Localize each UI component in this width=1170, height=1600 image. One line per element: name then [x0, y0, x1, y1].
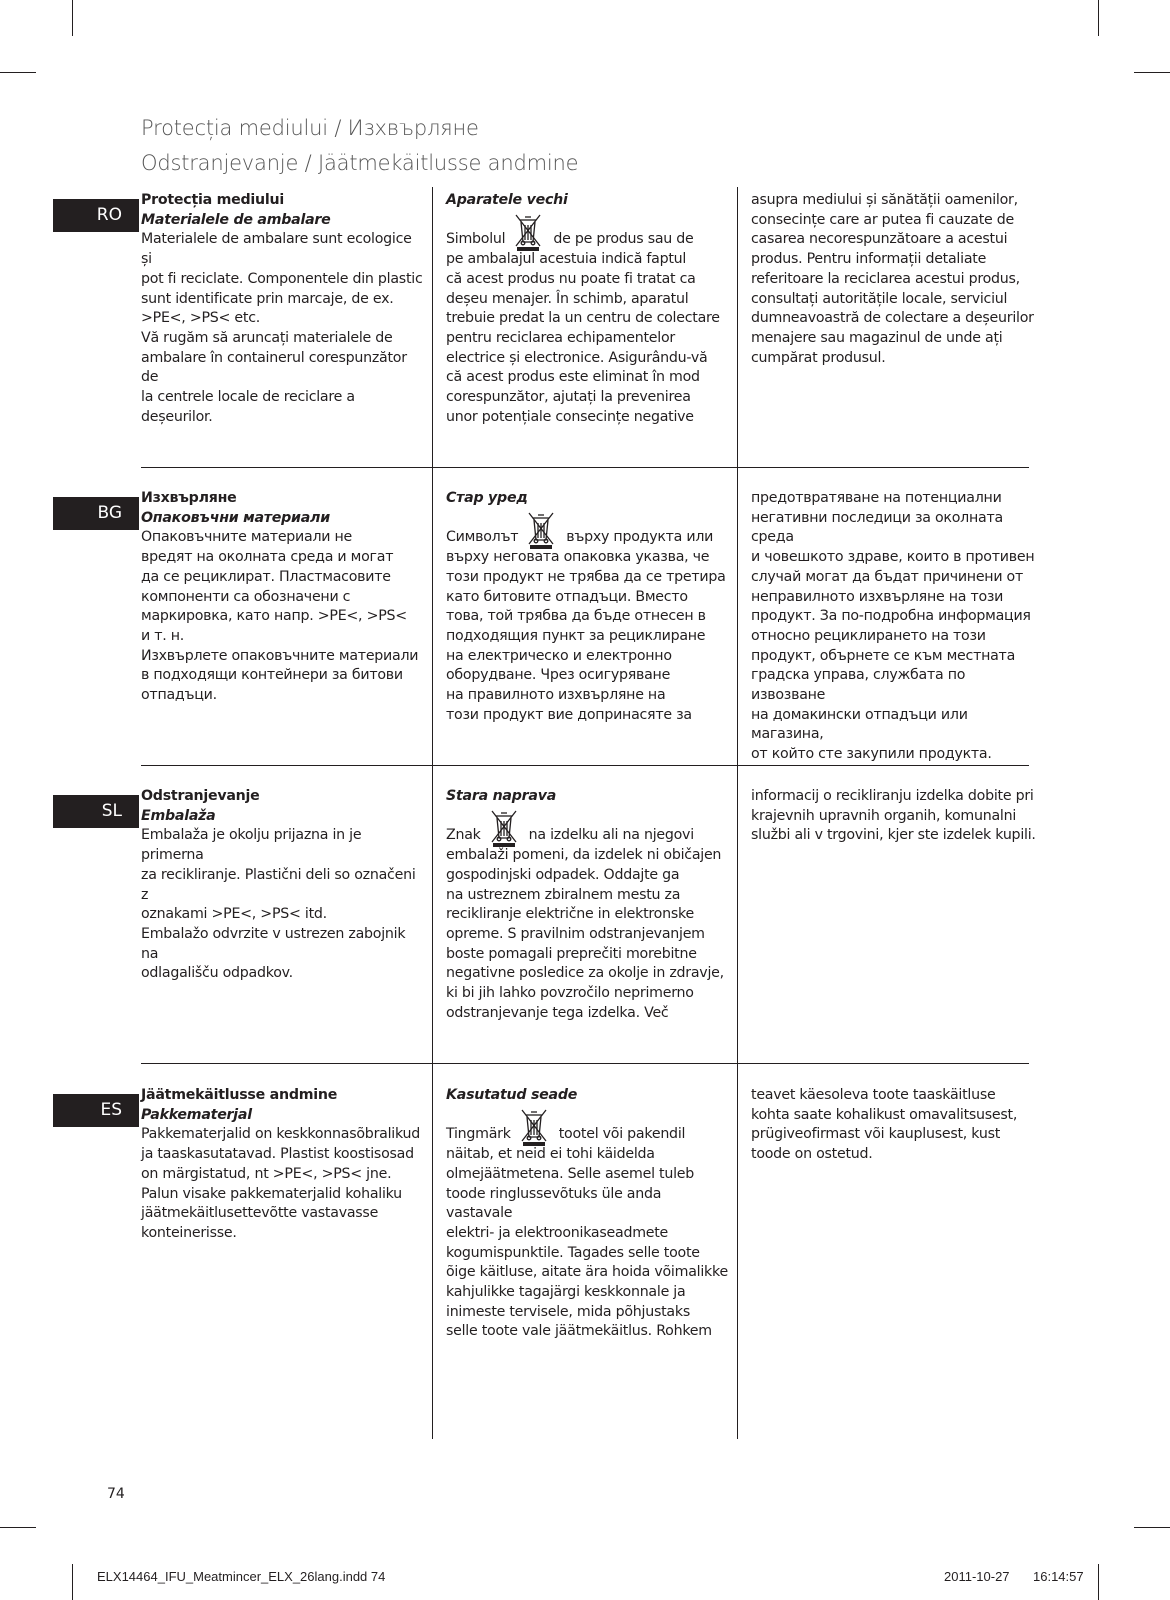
recycling-info-column [751, 1086, 1036, 1165]
text-line: krajevnih upravnih organih, komunalni [751, 807, 1017, 824]
crop-mark [72, 0, 73, 36]
text-line: unor potențiale consecințe negative [446, 408, 694, 425]
old-appliance-column [446, 787, 731, 1023]
text-line: на електрическо и електронно [446, 647, 672, 664]
text-line: >PE<, >PS< etc. [141, 310, 261, 327]
crop-mark [1134, 1527, 1170, 1528]
text-line: prügiveofirmast või kauplusest, kust [751, 1126, 1001, 1143]
text-line: градска управа, службата по извозване [751, 667, 966, 704]
section-divider [141, 765, 1029, 766]
text-line: pot fi reciclate. Componentele din plastic [141, 270, 423, 287]
text-line: toode on ostetud. [751, 1146, 873, 1163]
text-line: la centrele locale de reciclare a deșeurilor. [141, 389, 355, 425]
text-line: trebuie predat la un centru de colectare [446, 310, 720, 327]
column-divider [737, 768, 738, 1065]
packaging-column [141, 787, 426, 984]
recycling-info-column [751, 489, 1036, 765]
recycling-info-column [751, 191, 1036, 368]
section-title: Protecția mediului [141, 192, 284, 208]
section-title: Jäätmekäitlusse andmine [141, 1087, 338, 1103]
text-line: от който сте закупили продукта. [751, 746, 992, 763]
crossed-out-wheelie-bin-icon [517, 1106, 551, 1146]
crossed-out-wheelie-bin-icon [487, 807, 521, 847]
symbol-sentence [446, 509, 731, 548]
text-line: asupra mediului și sănătății oamenilor, [751, 192, 1018, 208]
section-title: Изхвърляне [141, 490, 237, 506]
text-line: негативни последици за околната среда [751, 509, 1003, 546]
section-subtitle: Опаковъчни материали [141, 509, 330, 526]
crop-mark [1098, 1564, 1099, 1600]
column-divider [737, 1065, 738, 1439]
footer-time: 16:14:57 [1033, 1569, 1084, 1584]
text-line: na ustreznem zbiralnem mestu za [446, 886, 681, 903]
language-badge: BG [53, 497, 139, 530]
section-divider [141, 1063, 1029, 1064]
packaging-column [141, 1086, 426, 1244]
crop-mark [0, 1527, 36, 1528]
text-line: referitoare la reciclarea acestui produs, [751, 270, 1020, 287]
page-title-line-2: Odstranjevanje / Jäätmekäitlusse andmine [141, 151, 579, 175]
section-title: Odstranjevanje [141, 788, 260, 804]
text-line: că acest produs este eliminat în mod [446, 369, 700, 386]
text-line: gospodinjski odpadek. Oddajte ga [446, 866, 680, 883]
text-line: opreme. S pravilnim odstranjevanjem [446, 925, 705, 942]
text-line: odstranjevanje tega izdelka. Več [446, 1004, 669, 1021]
text-line: компоненти са обозначени с [141, 588, 351, 605]
text-line: jäätmekäitlusettevõtte vastavasse [141, 1205, 379, 1222]
text-line: това, той трябва да бъде отнесен в [446, 608, 706, 625]
text-line: ja taaskasutatavad. Plastist koostisosad [141, 1146, 414, 1163]
text-line: electrice și electronice. Asigurându-vă [446, 349, 708, 366]
text-line: teavet käesoleva toote taaskäitluse [751, 1087, 996, 1103]
text-line: Pakkematerjalid on keskkonnasõbralikud [141, 1126, 420, 1143]
text-line: да се рециклират. Пластмасовите [141, 568, 391, 585]
text-line: Embalažo odvrzite v ustrezen zabojnik na [141, 925, 406, 962]
text-line: продукт, обърнете се към местната [751, 647, 1016, 664]
symbol-word: Simbolul [446, 231, 506, 248]
text-line: този продукт вие допринасяте за [446, 706, 692, 723]
text-line: и човешкото здраве, които в противен [751, 549, 1035, 566]
text-line: casarea necorespunzătoare a acestui [751, 231, 1008, 248]
old-appliance-column [446, 489, 731, 725]
text-line: sunt identificate prin marcaje, de ex. [141, 290, 394, 307]
column-divider [432, 187, 433, 1439]
text-line: този продукт не трябва да се третира [446, 568, 726, 585]
packaging-column [141, 489, 426, 706]
text-line: подходящия пункт за рециклиране [446, 627, 706, 644]
text-line: cumpărat produsul. [751, 349, 886, 366]
text-line: consecințe care ar putea fi cauzate de [751, 211, 1015, 228]
crossed-out-wheelie-bin-icon [511, 211, 545, 251]
old-appliance-column [446, 191, 731, 427]
text-line: oznakami >PE<, >PS< itd. [141, 906, 327, 923]
text-line: negativne posledice za okolje in zdravje, [446, 965, 724, 982]
text-line: предотвратяване на потенциални [751, 490, 1002, 506]
language-badge: SL [53, 795, 139, 828]
text-line: službi ali v trgovini, kjer ste izdelek kupili. [751, 827, 1036, 844]
symbol-word: Tingmärk [446, 1126, 511, 1143]
text-line: dumneavoastră de colectare a deșeurilor [751, 310, 1034, 327]
page-title-line-1: Protecția mediului / Изхвърляне [141, 116, 479, 140]
text-line: ambalare în containerul corespunzător de [141, 349, 407, 386]
text-line: Palun visake pakkematerjalid kohaliku [141, 1185, 402, 1202]
text-line: Изхвърлете опаковъчните материали [141, 647, 419, 664]
text-line: odlagališču odpadkov. [141, 965, 293, 982]
text-line: отпадъци. [141, 687, 217, 704]
crossed-out-wheelie-bin-icon [524, 509, 558, 549]
text-line: върху неговата опаковка указва, че [446, 549, 710, 566]
crop-mark [0, 72, 36, 73]
text-line: recikliranje električne in elektronske [446, 906, 694, 923]
symbol-sentence-rest: na izdelku ali na njegovi [528, 827, 694, 844]
recycling-info-column [751, 787, 1036, 846]
text-line: selle toote vale jäätmekäitlus. Rohkem [446, 1323, 712, 1340]
text-line: маркировка, като напр. >PE<, >PS< [141, 608, 407, 625]
text-line: Vă rugăm să aruncați materialele de [141, 329, 393, 346]
text-line: pentru reciclarea echipamentelor [446, 329, 675, 346]
text-line: konteinerisse. [141, 1224, 237, 1241]
symbol-sentence-rest: върху продукта или [566, 529, 714, 546]
text-line: kogumispunktile. Tagades selle toote [446, 1244, 700, 1261]
section-subtitle: Pakkematerjal [141, 1106, 252, 1123]
text-line: като битовите отпадъци. Вместо [446, 588, 688, 605]
symbol-sentence-rest: de pe produs sau de [553, 231, 694, 248]
old-appliance-heading: Aparatele vechi [446, 192, 568, 208]
text-line: embalaži pomeni, da izdelek ni običajen [446, 847, 722, 864]
symbol-sentence [446, 1106, 731, 1145]
section-divider [141, 467, 1029, 468]
text-line: consultați autoritățile locale, serviciul [751, 290, 1008, 307]
column-divider [737, 187, 738, 468]
language-badge: RO [53, 199, 139, 232]
symbol-word: Символът [446, 529, 519, 546]
crop-mark [72, 1564, 73, 1600]
text-line: kahjulikke tagajärgi keskkonnale ja [446, 1284, 686, 1301]
text-line: относно рециклирането на този [751, 627, 986, 644]
text-line: Опаковъчните материали не [141, 529, 353, 546]
text-line: kohta saate kohalikust omavalitsusest, [751, 1106, 1018, 1123]
section-subtitle: Embalaža [141, 807, 216, 824]
text-line: Embalaža je okolju prijazna in je primerna [141, 827, 362, 864]
old-appliance-heading: Стар уред [446, 490, 528, 506]
text-line: za recikliranje. Plastični deli so označeni z [141, 866, 416, 903]
text-line: вредят на околната среда и могат [141, 549, 394, 566]
packaging-column [141, 191, 426, 427]
text-line: в подходящи контейнери за битови [141, 667, 403, 684]
text-line: elektri- ja elektroonikaseadmete [446, 1224, 669, 1241]
old-appliance-heading: Stara naprava [446, 788, 557, 804]
text-line: õige käitluse, aitate ära hoida võimalikke [446, 1264, 728, 1281]
old-appliance-column [446, 1086, 731, 1342]
symbol-word: Znak [446, 827, 481, 844]
text-line: случай могат да бъдат причинени от [751, 568, 1024, 585]
text-line: näitab, et neid ei tohi käidelda [446, 1146, 655, 1163]
text-line: informacij o recikliranju izdelka dobite pri [751, 788, 1034, 804]
text-line: Materialele de ambalare sunt ecologice și [141, 231, 412, 268]
symbol-sentence-rest: tootel või pakendil [558, 1126, 686, 1143]
text-line: pe ambalajul acestuia indică faptul [446, 251, 687, 268]
text-line: inimeste tervisele, mida põhjustaks [446, 1303, 690, 1320]
text-line: olmejäätmetena. Selle asemel tuleb [446, 1165, 695, 1182]
symbol-sentence [446, 807, 731, 846]
footer-file-name: ELX14464_IFU_Meatmincer_ELX_26lang.indd 74 [97, 1569, 386, 1584]
text-line: на правилното изхвърляне на [446, 687, 666, 704]
text-line: оборудване. Чрез осигуряване [446, 667, 671, 684]
text-line: boste pomagali preprečiti morebitne [446, 945, 697, 962]
text-line: на домакински отпадъци или магазина, [751, 706, 968, 743]
text-line: on märgistatud, nt >PE<, >PS< jne. [141, 1165, 392, 1182]
text-line: и т. н. [141, 627, 185, 644]
text-line: menajere sau magazinul de unde ați [751, 329, 1003, 346]
old-appliance-heading: Kasutatud seade [446, 1087, 578, 1103]
crop-mark [1098, 0, 1099, 36]
crop-mark [1134, 72, 1170, 73]
text-line: deșeu menajer. În schimb, aparatul [446, 290, 689, 307]
page-number: 74 [107, 1486, 125, 1502]
text-line: неправилното изхвърляне на този [751, 588, 1004, 605]
text-line: că acest produs nu poate fi tratat ca [446, 270, 696, 287]
column-divider [737, 468, 738, 768]
language-badge: ES [53, 1094, 139, 1127]
footer-date: 2011-10-27 [944, 1569, 1010, 1584]
symbol-sentence [446, 211, 731, 250]
text-line: продукт. За по-подробна информация [751, 608, 1031, 625]
text-line: corespunzător, ajutați la prevenirea [446, 389, 691, 406]
text-line: produs. Pentru informații detaliate [751, 251, 987, 268]
section-subtitle: Materialele de ambalare [141, 211, 331, 228]
text-line: ki bi jih lahko povzročilo neprimerno [446, 985, 694, 1002]
text-line: toode ringlussevõtuks üle anda vastavale [446, 1185, 662, 1222]
